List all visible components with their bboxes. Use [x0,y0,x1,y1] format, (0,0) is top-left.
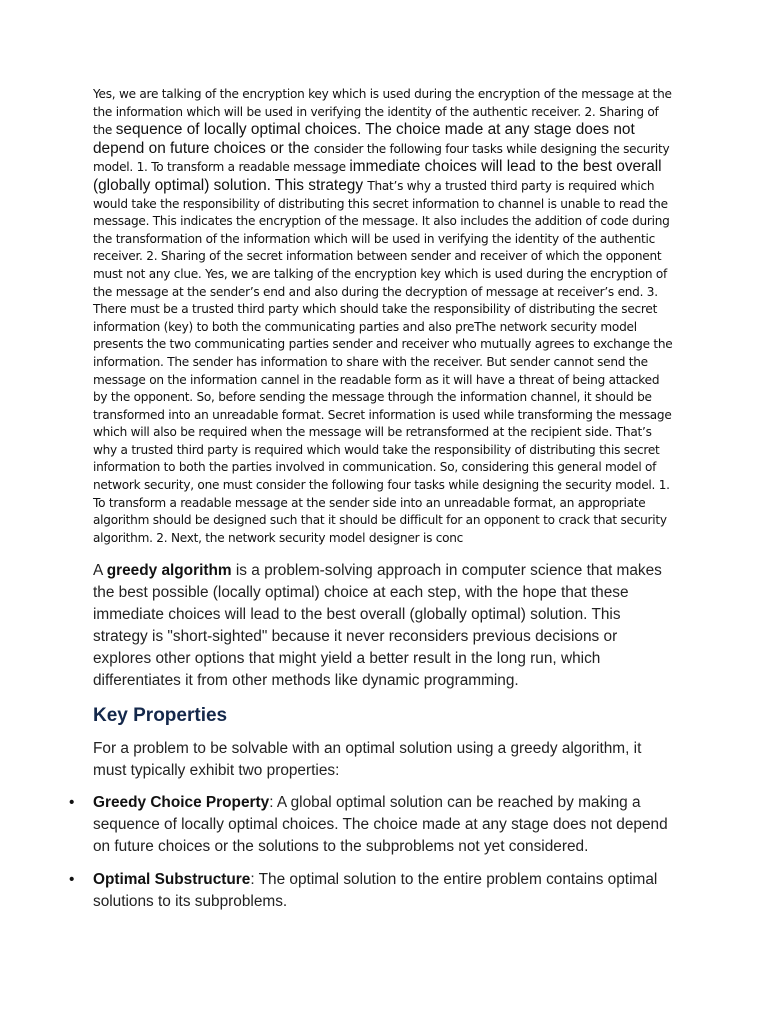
list-item [69,792,675,858]
section-lead-paragraph: For a problem to be solvable with an optimal solution using a greedy algorithm, it must typically exhibit two properties: [93,740,642,780]
list-item-description: : A global optimal solution can be reached by making a sequence of locally optimal choices. The choice made at any stage does not depend on future choices or the solutions to the subproblems not yet considered. [93,794,668,856]
list-item [69,869,675,913]
list-item-description: : The optimal solution to the entire problem contains optimal solutions to its subproblems. [93,871,658,911]
text-fragment: consider the following four tasks while designing the security model. 1. To transform a readable message [93,141,670,175]
text-fragment: That’s why a trusted third party is required which would take the responsibility of distributing this secret information to channel is unable to read the message. This indicates the encryption of the message. It also includes the addition of code during the transformation of the information which will be used in verifying the identity of the authentic receiver. 2. Sharing of the secret information between sender and receiver of which the opponent must not any clue. Yes, we are talking of the encryption key which is used during the encryption of the message at the sender’s end and also during the decryption of message at receiver’s end. 3. There must be a trusted third party which should take the responsibility of distributing the secret information (key) to both the communicating parties and also preThe network security model presents the two communicating parties sender and receiver who mutually agrees to exchange the information. The sender has information to share with the receiver. But sender cannot send the message on the information cannel in the readable form as it will have a threat of being attacked by the opponent. So, before sending the message through the information channel, it should be transformed into an unreadable format. Secret information is used while transforming the message which will also be required when the message will be retransformed at the recipient side. That’s why a trusted third party is required which would take the responsibility of distributing this secret information to both the parties involved in communication. So, considering this general model of network security, one must consider the following four tasks while designing the security model. 1. To transform a readable message at the sender side into an unreadable format, an appropriate algorithm should be designed such that it should be difficult for an opponent to crack that security algorithm. 2. Next, the network security model designer is conc [93,178,673,545]
list-item-text [93,869,675,913]
document-body [69,86,675,924]
text-fragment: sequence of locally optimal choices. The choice made at any stage does not depend on future choices or the [93,121,635,157]
mixed-text-paragraph [93,86,675,547]
section-heading: Key Properties [93,705,228,727]
text-fragment: immediate choices will lead to the best overall (globally optimal) solution. This strategy [93,158,662,194]
list-item-text [93,792,675,858]
intro-body: is a problem-solving approach in computer science that makes the best possible (locally optimal) choice at each step, with the hope that these immediate choices will lead to the best overall (globally optimal) solution. This strategy is "short-sighted" because it never reconsiders previous decisions or explores other options that might yield a better result in the long run, which differentiates it from other methods like dynamic programming. [93,562,662,690]
bullet-icon: • [69,871,75,889]
intro-prefix: A [93,562,107,580]
intro-paragraph [93,560,675,692]
property-list [69,792,675,913]
intro-term: greedy algorithm [106,562,232,580]
bullet-icon: • [69,794,75,812]
list-item-term: Greedy Choice Property [93,794,270,812]
text-fragment: Yes, we are talking of the encryption key which is used during the encryption of the message at the the information which will be used in verifying the identity of the authentic receiver. 2. Sharing of the [93,87,672,138]
list-item-term: Optimal Substructure [93,871,251,889]
